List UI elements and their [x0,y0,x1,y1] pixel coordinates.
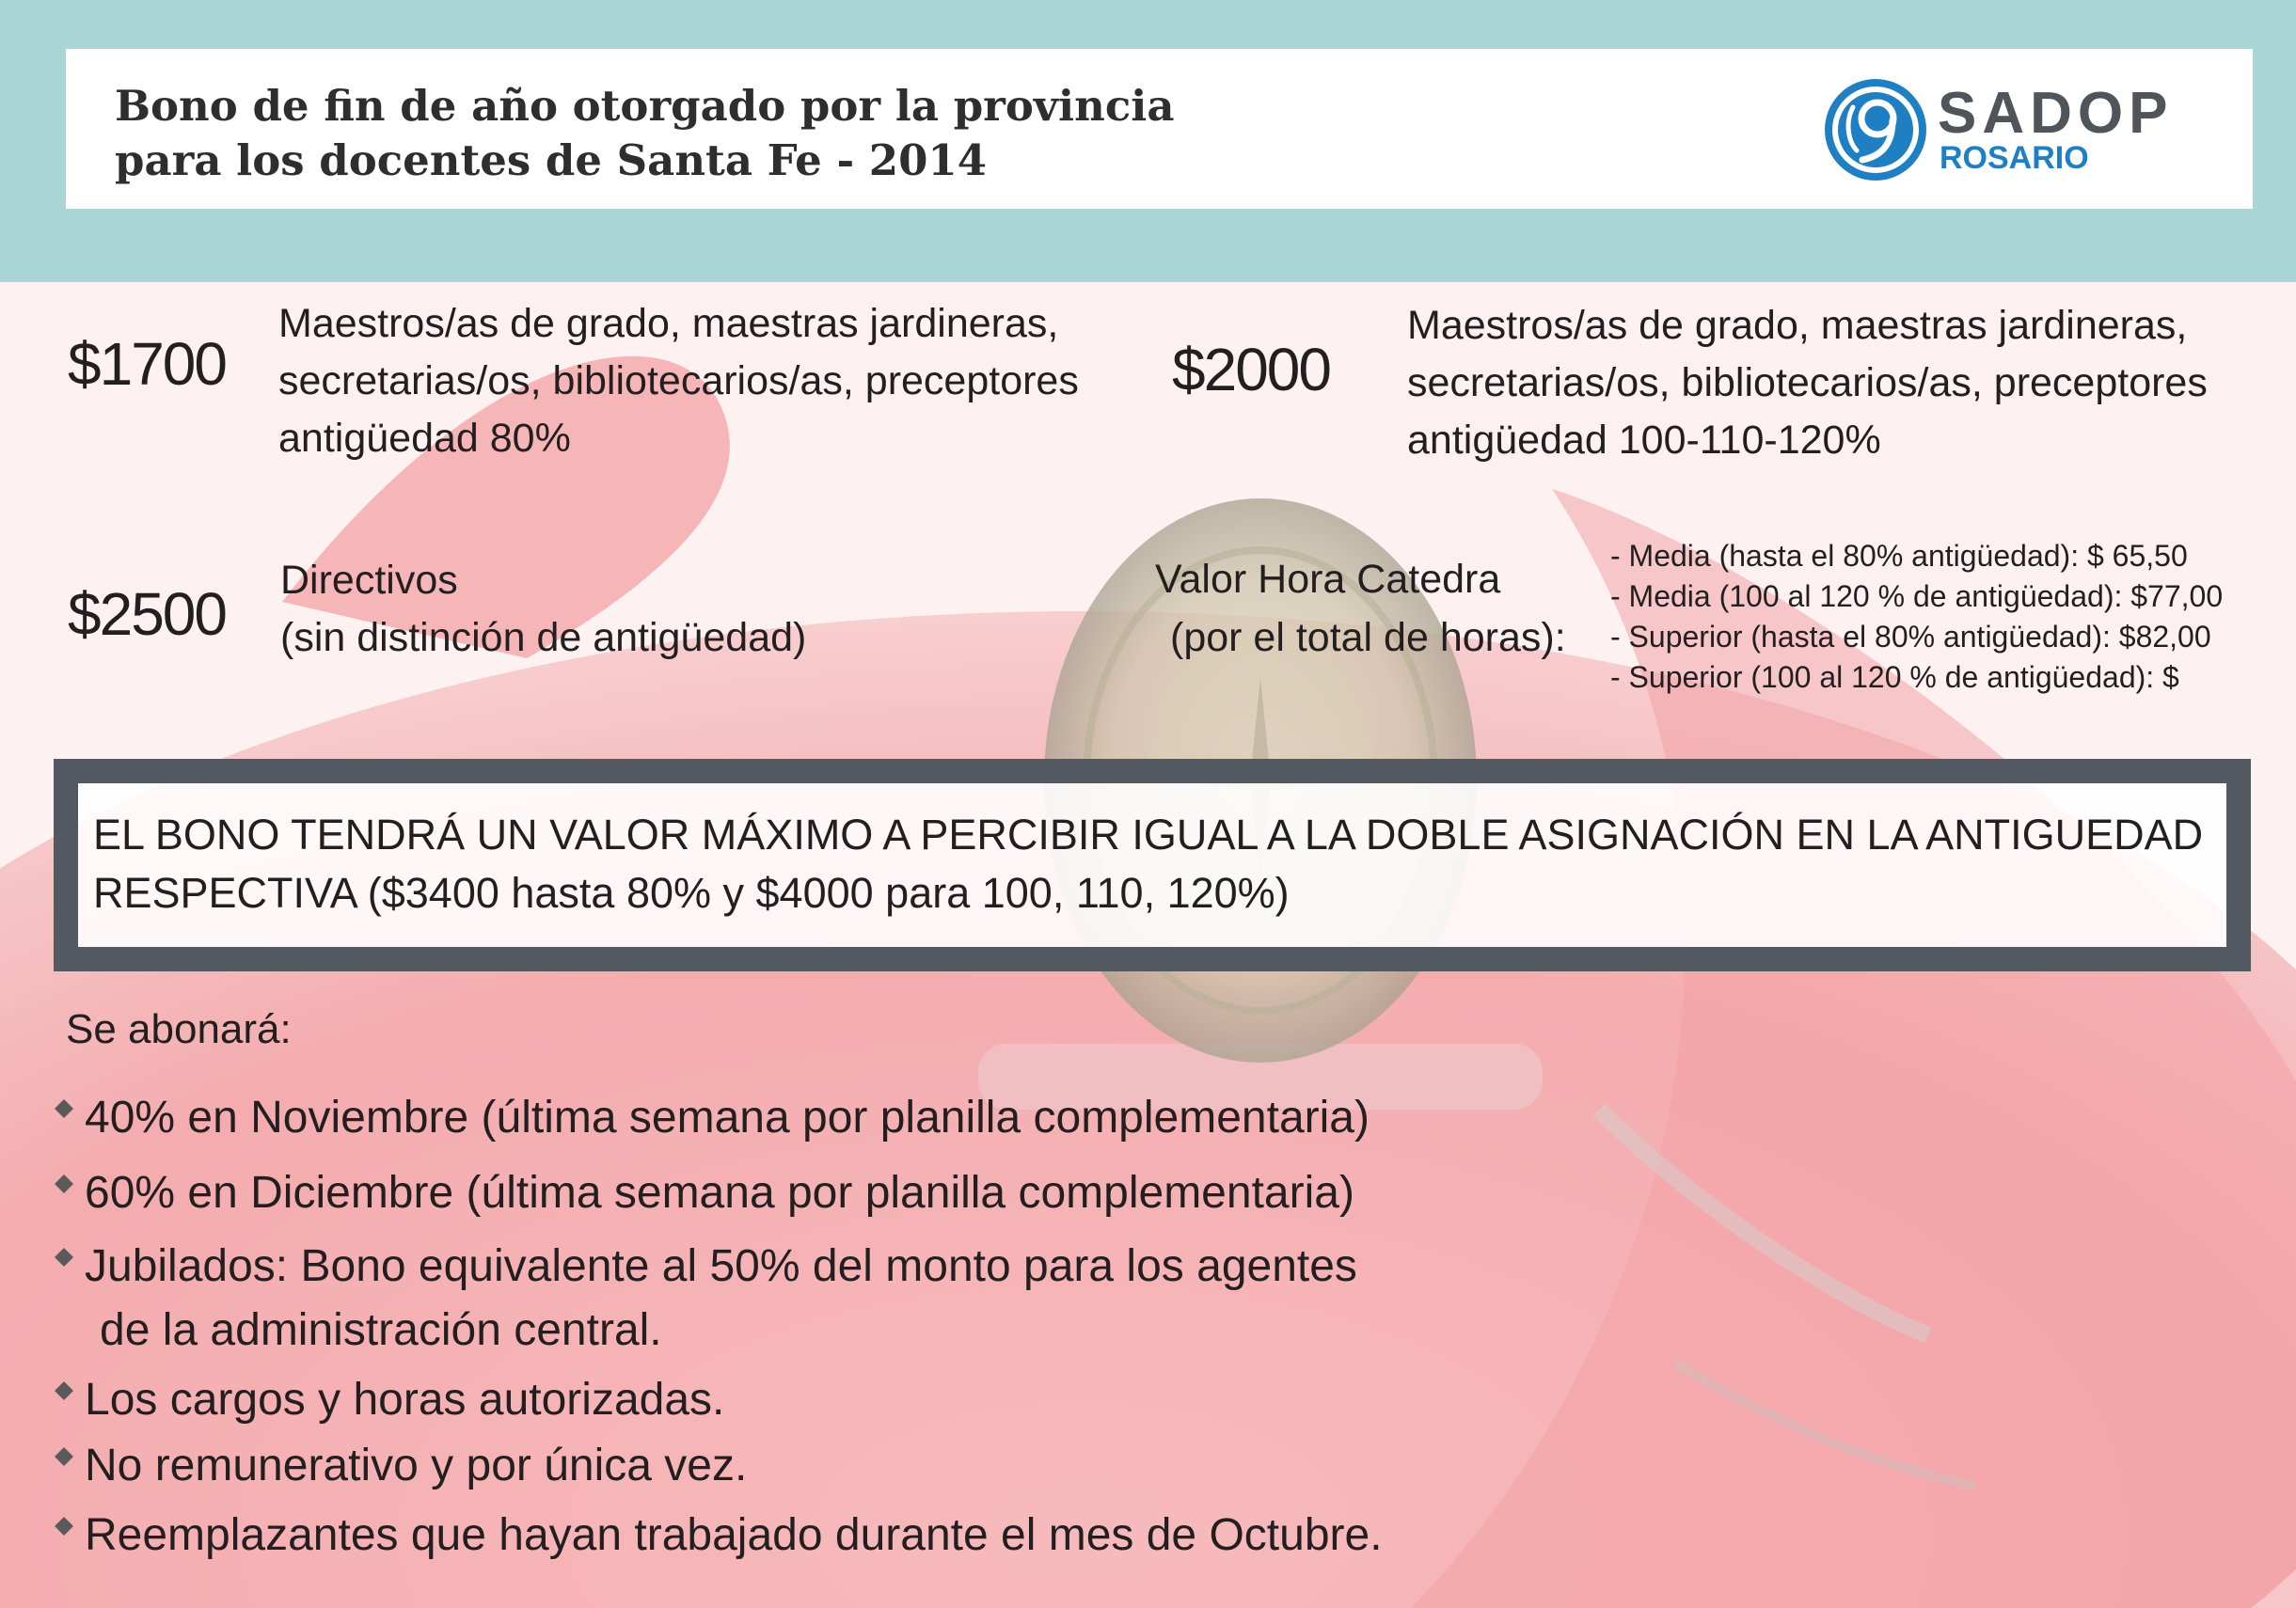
list-item [49,1368,1383,1432]
payment-item-text: Reemplazantes que hayan trabajado durante el mes de Octubre. [85,1510,1383,1560]
hora-catedra-list [1610,536,2223,698]
page-title [115,79,1175,188]
bonus-line: Maestros/as de grado, maestras jardineras, [278,301,1059,346]
bonus-description-2500 [280,552,806,667]
notice-text [93,806,2247,922]
list-item [49,1504,1383,1568]
bonus-line: antigüedad 80% [278,416,571,461]
diamond-bullet-icon [55,1099,73,1118]
diamond-bullet-icon [55,1248,73,1267]
diamond-bullet-icon [55,1174,73,1193]
list-item [49,1434,1383,1498]
sadop-logo-icon [1825,79,1926,181]
bonus-line: secretarias/os, bibliotecarios/as, preceptores [1407,360,2208,405]
hora-catedra-item: - Superior (hasta el 80% antigüedad): $82,00 [1610,620,2211,654]
bonus-line: antigüedad 100-110-120% [1407,418,1881,463]
bonus-line: Maestros/as de grado, maestras jardineras, [1407,303,2188,348]
bonus-description-2000 [1407,297,2208,469]
list-item [49,1086,1383,1150]
hora-catedra-label-line-1: Valor Hora Catedra [1155,557,1501,602]
header-box [66,49,2253,209]
payment-item-text: Los cargos y horas autorizadas. [85,1375,725,1425]
payment-label: Se abonará: [66,1006,292,1052]
bonus-line: (sin distinción de antigüedad) [280,615,807,660]
bonus-amount-2000: $2000 [1172,336,1330,403]
payment-item-text: 60% en Diciembre (última semana por planilla complementaria) [85,1168,1354,1218]
title-line-2: para los docentes de Santa Fe - 2014 [115,135,988,185]
hora-catedra-label [1155,550,1566,667]
bonus-line: secretarias/os, bibliotecarios/as, preceptores [278,358,1079,403]
payment-list [49,1086,1383,1568]
list-item [49,1235,1383,1363]
diamond-bullet-icon [55,1447,73,1466]
list-item [49,1161,1383,1225]
payment-item-text-continued: de la administración central. [100,1305,662,1355]
diamond-bullet-icon [55,1381,73,1400]
bonus-description-1700 [278,295,1079,467]
bonus-line: Directivos [280,558,458,603]
hora-catedra-item: - Media (hasta el 80% antigüedad): $ 65,50 [1610,539,2188,573]
hora-catedra-item: - Superior (100 al 120 % de antigüedad): $ [1610,660,2179,694]
notice-box [54,759,2251,971]
payment-item-text: Jubilados: Bono equivalente al 50% del monto para los agentes [85,1241,1357,1291]
logo-city: ROSARIO [1940,140,2089,176]
payment-item-text: 40% en Noviembre (última semana por planilla complementaria) [85,1093,1370,1143]
hora-catedra-label-line-2: (por el total de horas): [1170,615,1566,660]
payment-item-text: No remunerativo y por única vez. [85,1441,748,1490]
logo-name: SADOP [1938,81,2174,146]
bonus-amount-1700: $1700 [68,330,226,398]
notice-line-1: EL BONO TENDRÁ UN VALOR MÁXIMO A PERCIBIR IGUAL A LA DOBLE ASIGNACIÓN EN LA ANTIGUEDAD [93,811,2204,859]
sadop-logo [1825,79,2220,182]
diamond-bullet-icon [55,1517,73,1536]
hora-catedra-item: - Media (100 al 120 % de antigüedad): $77,00 [1610,579,2224,613]
notice-line-2: RESPECTIVA ($3400 hasta 80% y $4000 para 100, 110, 120%) [93,869,1290,917]
bonus-amount-2500: $2500 [68,580,226,648]
title-line-1: Bono de fin de año otorgado por la provincia [115,81,1175,131]
